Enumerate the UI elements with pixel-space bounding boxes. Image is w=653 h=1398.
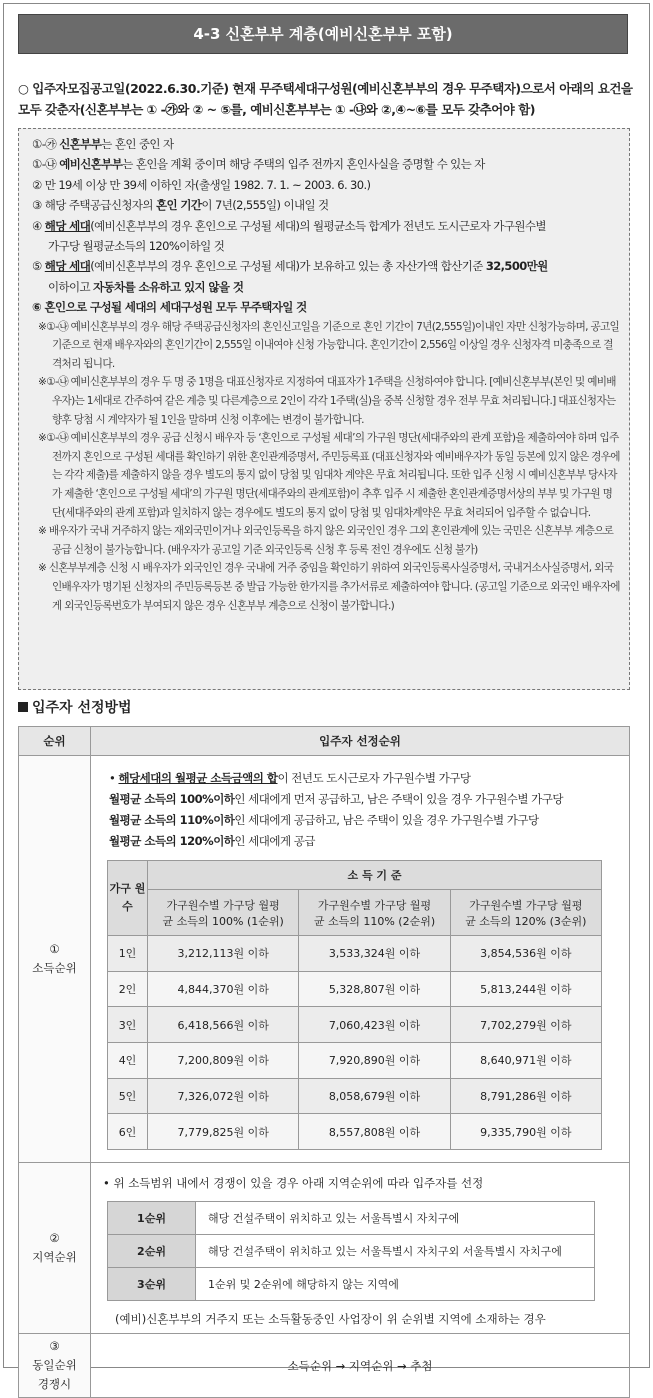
req-5: ⑤ 해당 세대(예비신혼부부의 경우 혼인으로 구성될 세대)가 보유하고 있는 총 자산가액 합산기준 32,500만원 <box>32 259 548 274</box>
rank-tie: ③ 동일순위 경쟁시 <box>19 1334 91 1398</box>
region-note: (예비)신혼부부의 거주지 또는 소득활동중인 사업장이 위 순위별 지역에 소재하는 경우 <box>115 1312 546 1327</box>
income-row: 6인 7,779,825원 이하 8,557,808원 이하 9,335,790원 이하 <box>108 1114 602 1150</box>
note-1: ※①-㉯ 예비신혼부부의 경우 해당 주택공급신청자의 혼인신고일을 기준으로 혼인 기간이 7년(2,555일)이내인 자만 신청가능하며, 공고일 기준으로 현재 배우자와의 혼인기간이 2,555일 이내여야 신청 가능합니다. 혼인기간이 2,556일 이상일 경우 신청자격 미충족으로 결격처리 됩니다. <box>38 320 620 370</box>
region-criteria-cell <box>91 1163 630 1334</box>
req-1b: ①-㉯ 예비신혼부부는 혼인을 계획 중이며 해당 주택의 입주 전까지 혼인사실을 증명할 수 있는 자 <box>32 157 485 172</box>
req-4: ④ 해당 세대(예비신혼부부의 경우 혼인으로 구성될 세대)의 월평균소득 합계가 전년도 도시근로자 가구원수별 <box>32 218 546 233</box>
col-120: 가구원수별 가구당 월평균 소득의 120% (3순위) <box>450 890 601 936</box>
req-5-line2: 이하이고 자동차를 소유하고 있지 않을 것 <box>48 279 244 294</box>
requirements-box <box>18 128 630 690</box>
note-3: ※①-㉯ 예비신혼부부의 경우 공급 신청시 배우자 등 ‘혼인으로 구성될 세대’의 가구원 명단(세대주와의 관계 포함)을 제출하여야 하며 입주 전까지 혼인으로 구성된 세대를 확인하기 위한 혼인관계증명서, 주민등록표 (대표신청자와 예비배우자가 동일 등본에 있지 않은 경우에는 각각 제출)를 제출하지 않을 경우 별도의 통지 없이 당첨 및 임대차 계약은 무효 처리됩니다. 또한 입주 신청 시 예비신혼부부 당사자가 제출한 ‘혼인으로 구성될 세대’의 가구원 명단(세대주와의 관계포함)이 추후 입주 시 제출한 혼인관계증명서상의 부부 및 가구원 명단(세대주와의 관계 포함)과 일치하지 않는 경우에도 별도의 통지 없이 당첨 및 임대차계약은 무효 처리되어 입주할 수 없습니다. <box>38 432 620 519</box>
square-bullet-icon <box>18 702 28 712</box>
region-intro: • 위 소득범위 내에서 경쟁이 있을 경우 아래 지역순위에 따라 입주자를 선정 <box>103 1176 484 1191</box>
tie-rule: 소득순위 → 지역순위 → 추첨 <box>91 1334 630 1398</box>
region-row: 2순위 해당 건설주택이 위치하고 있는 서울특별시 자치구외 서울특별시 자치구에 <box>108 1235 595 1268</box>
req-1a: ①-㉮ 신혼부부는 혼인 중인 자 <box>32 137 174 151</box>
income-row: 5인 7,326,072원 이하 8,058,679원 이하 8,791,286원 이하 <box>108 1078 602 1114</box>
eligibility-intro: ○ 입주자모집공고일(2022.6.30.기준) 현재 무주택세대구성원(예비신혼부부의 경우 무주택자)으로서 아래의 요건을 모두 갖춘자(신혼부부는 ① -㉮와 ② ~ ⑤를, 예비신혼부부는 ① -㉯와 ②,④~⑥를 모두 갖추어야 함) <box>18 81 633 117</box>
region-row: 3순위 1순위 및 2순위에 해당하지 않는 지역에 <box>108 1268 595 1301</box>
rank-region: ② 지역순위 <box>19 1163 91 1334</box>
col-110: 가구원수별 가구당 월평균 소득의 110% (2순위) <box>299 890 450 936</box>
note-5: ※ 신혼부부계층 신청 시 배우자가 외국인인 경우 국내에 거주 중임을 확인하기 위하여 외국인등록사실증명서, 국내거소사실증명서, 외국인배우자가 명기된 신청자의 주민등록등본 중 발급 가능한 한가지를 추가서류로 제출하여야 합니다. (공고일 기준으로 외국인 배우자에게 외국인등록번호가 부여되지 않은 경우 신혼부부 계층으로 신청이 불가합니다.) <box>38 562 620 612</box>
income-criteria-cell <box>91 756 630 1163</box>
income-row: 4인 7,200,809원 이하 7,920,890원 이하 8,640,971원 이하 <box>108 1043 602 1079</box>
req-4-line2: 가구당 월평균소득의 120%이하일 것 <box>48 239 225 254</box>
req-2: ② 만 19세 이상 만 39세 이하인 자(출생일 1982. 7. 1. ~ 2003. 6. 30.) <box>32 177 371 192</box>
income-row: 2인 4,844,370원 이하 5,328,807원 이하 5,813,244원 이하 <box>108 971 602 1007</box>
header-order: 입주자 선정순위 <box>91 727 630 756</box>
section-title: 입주자 선정방법 <box>18 697 132 717</box>
note-4: ※ 배우자가 국내 거주하지 않는 재외국민이거나 외국인등록을 하지 않은 외국인인 경우 그외 혼인관계에 있는 국민은 신혼부부 계층으로 공급 신청이 불가능합니다. (배우자가 공고일 기준 외국인등록 신청 후 등록 전인 경우에도 신청 불가) <box>38 525 614 556</box>
region-rank-table <box>107 1201 595 1301</box>
header-rank: 순위 <box>19 727 91 756</box>
region-row: 1순위 해당 건설주택이 위치하고 있는 서울특별시 자치구에 <box>108 1202 595 1235</box>
col-100: 가구원수별 가구당 월평균 소득의 100% (1순위) <box>148 890 299 936</box>
page-title: 4-3 신혼부부 계층(예비신혼부부 포함) <box>18 14 628 54</box>
req-6: ⑥ 혼인으로 구성될 세대의 세대구성원 모두 무주택자일 것 <box>32 300 307 315</box>
household-size-header: 가구 원수 <box>108 861 148 936</box>
income-standard-header: 소 득 기 준 <box>148 861 602 890</box>
income-criteria-text: • 해당세대의 월평균 소득금액의 합이 전년도 도시근로자 가구원수별 가구당 월평균 소득의 100%이하인 세대에게 먼저 공급하고, 남은 주택이 있을 경우 가구원수별 가구당 월평균 소득의 110%이하인 세대에게 공급하고, 남은 주택이 있을 경우 가구원수별 가구당 월평균 소득의 120%이하인 세대에게 공급 <box>109 771 564 848</box>
note-2: ※①-㉯ 예비신혼부부의 경우 두 명 중 1명을 대표신청자로 지정하여 대표자가 1주택을 신청하여야 합니다. [예비신혼부부(본인 및 예비배우자)는 1세대로 간주하여 같은 계층 및 다른계층으로 2인이 각각 1주택(실)을 중복 신청할 경우 전부 무효 처리됩니다.] 대표신청자는 향후 당첨 시 계약자가 될 1인을 말하며 신청 이후에는 변경이 불가합니다. <box>38 376 616 426</box>
income-standard-table <box>107 860 602 1150</box>
selection-table <box>18 726 630 1398</box>
req-3: ③ 해당 주택공급신청자의 혼인 기간이 7년(2,555일) 이내일 것 <box>32 198 329 213</box>
rank-income: ① 소득순위 <box>19 756 91 1163</box>
income-row: 3인 6,418,566원 이하 7,060,423원 이하 7,702,279원 이하 <box>108 1007 602 1043</box>
income-row: 1인 3,212,113원 이하 3,533,324원 이하 3,854,536원 이하 <box>108 936 602 972</box>
